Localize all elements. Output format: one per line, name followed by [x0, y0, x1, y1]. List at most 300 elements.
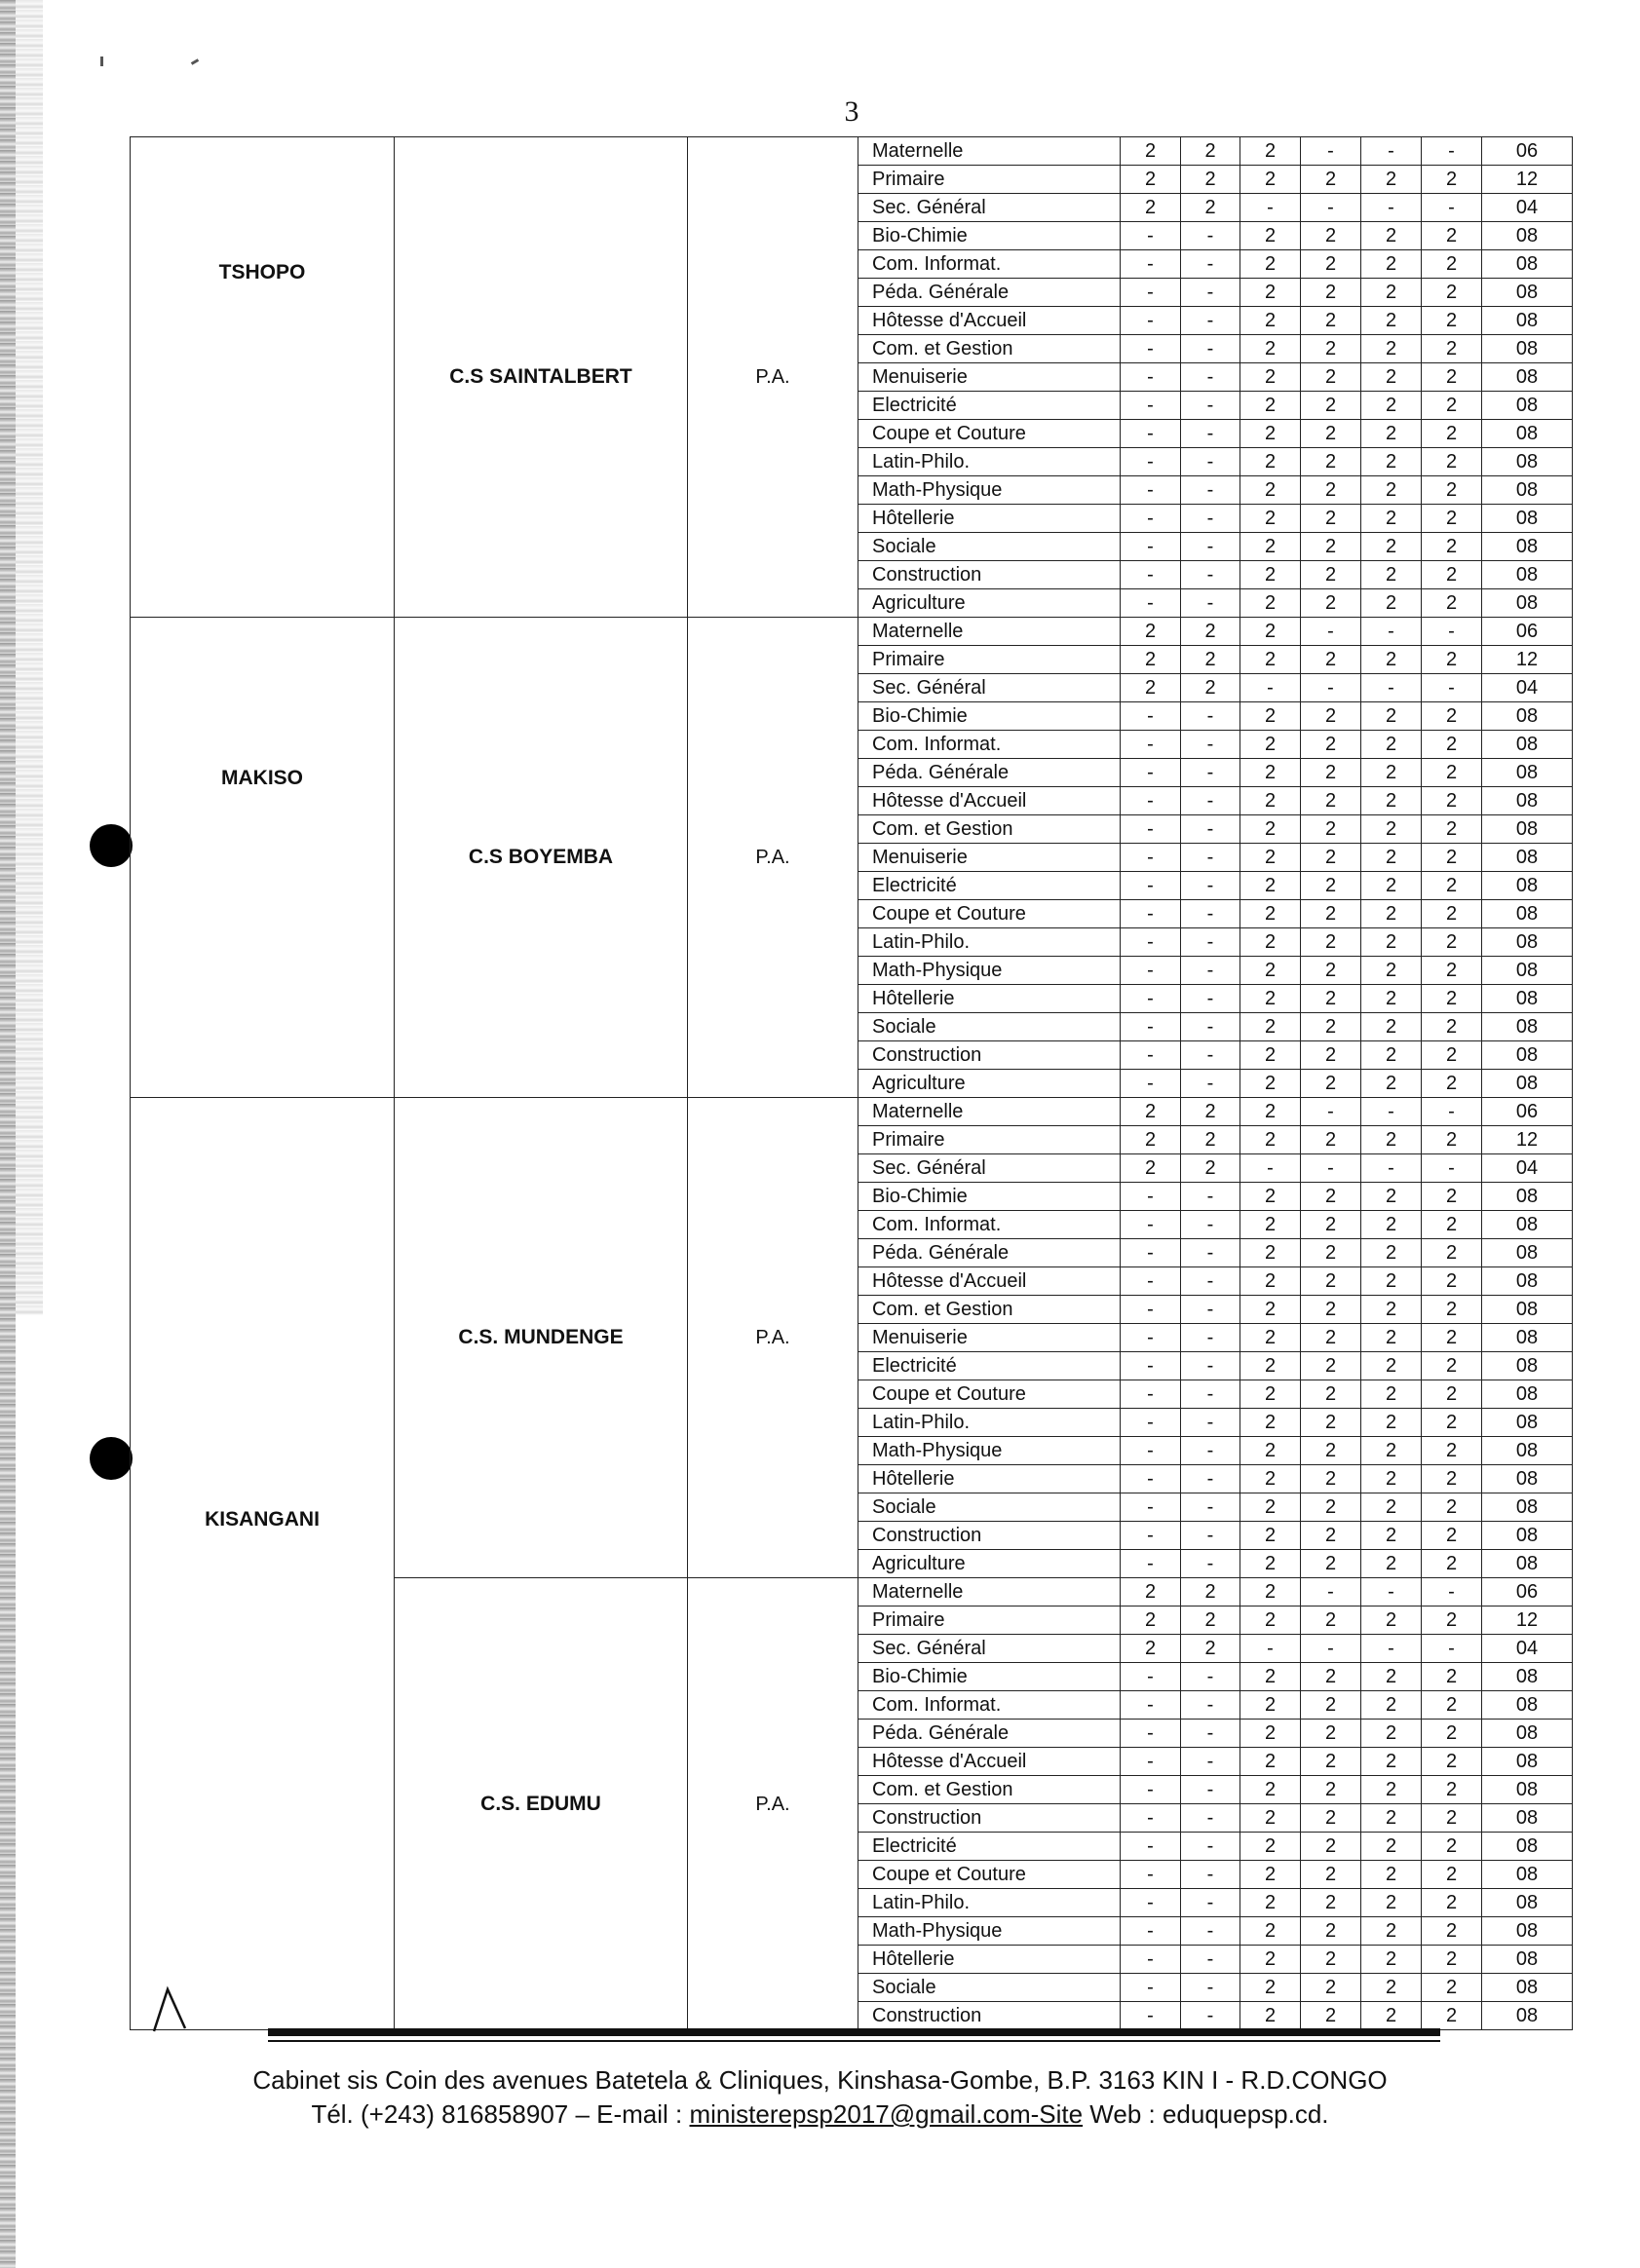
footer-address: Cabinet sis Coin des avenues Batetela & Cliniques, Kinshasa-Gombe, B.P. 3163 KIN I - R.D.CONGO	[252, 2065, 1388, 2095]
class-count-cell: -	[1422, 618, 1482, 646]
class-count-cell: -	[1361, 137, 1422, 166]
class-count-cell: -	[1240, 1635, 1301, 1663]
class-count-cell: -	[1121, 844, 1181, 872]
class-count-cell: 2	[1361, 1267, 1422, 1296]
class-count-cell: -	[1121, 815, 1181, 844]
class-count-cell: -	[1121, 1720, 1181, 1748]
class-count-cell: 2	[1240, 1211, 1301, 1239]
class-count-cell: 2	[1240, 561, 1301, 589]
class-count-cell: 2	[1361, 392, 1422, 420]
class-count-cell: 2	[1121, 137, 1181, 166]
class-count-cell: 2	[1361, 1522, 1422, 1550]
class-count-cell: 2	[1301, 1324, 1361, 1352]
class-count-cell: 2	[1240, 137, 1301, 166]
total-cell: 04	[1482, 1154, 1573, 1183]
class-count-cell: 2	[1240, 646, 1301, 674]
class-count-cell: 2	[1240, 1889, 1301, 1917]
class-count-cell: -	[1181, 1748, 1240, 1776]
total-cell: 08	[1482, 1296, 1573, 1324]
class-count-cell: 2	[1121, 194, 1181, 222]
class-count-cell: 2	[1240, 1126, 1301, 1154]
total-cell: 08	[1482, 1352, 1573, 1380]
class-count-cell: -	[1181, 957, 1240, 985]
class-count-cell: -	[1301, 1098, 1361, 1126]
class-count-cell: 2	[1240, 1070, 1301, 1098]
class-count-cell: 2	[1422, 533, 1482, 561]
class-count-cell: 2	[1422, 1493, 1482, 1522]
class-count-cell: 2	[1422, 1296, 1482, 1324]
class-count-cell: 2	[1361, 1239, 1422, 1267]
class-count-cell: 2	[1301, 1183, 1361, 1211]
class-count-cell: -	[1121, 1748, 1181, 1776]
class-count-cell: 2	[1422, 1465, 1482, 1493]
class-count-cell: 2	[1240, 392, 1301, 420]
option-name-cell: Latin-Philo.	[858, 448, 1121, 476]
class-count-cell: 2	[1301, 1126, 1361, 1154]
footer-web: Web : eduquepsp.cd.	[1083, 2099, 1329, 2129]
class-count-cell: 2	[1422, 844, 1482, 872]
class-count-cell: 2	[1422, 420, 1482, 448]
class-count-cell: 2	[1301, 1889, 1361, 1917]
class-count-cell: -	[1181, 787, 1240, 815]
total-cell: 08	[1482, 957, 1573, 985]
class-count-cell: -	[1121, 1070, 1181, 1098]
class-count-cell: 2	[1240, 1578, 1301, 1606]
class-count-cell: 2	[1361, 815, 1422, 844]
total-cell: 08	[1482, 1070, 1573, 1098]
total-cell: 08	[1482, 1522, 1573, 1550]
class-count-cell: -	[1121, 957, 1181, 985]
class-count-cell: 2	[1301, 561, 1361, 589]
class-count-cell: -	[1181, 392, 1240, 420]
option-name-cell: Péda. Générale	[858, 279, 1121, 307]
class-count-cell: 2	[1361, 1380, 1422, 1409]
class-count-cell: 2	[1361, 928, 1422, 957]
class-count-cell: 2	[1301, 1833, 1361, 1861]
total-cell: 08	[1482, 250, 1573, 279]
class-count-cell: 2	[1181, 674, 1240, 702]
class-count-cell: 2	[1422, 1748, 1482, 1776]
total-cell: 06	[1482, 1578, 1573, 1606]
class-count-cell: 2	[1361, 505, 1422, 533]
class-count-cell: 2	[1240, 787, 1301, 815]
total-cell: 08	[1482, 1748, 1573, 1776]
class-count-cell: -	[1181, 1946, 1240, 1974]
class-count-cell: 2	[1240, 731, 1301, 759]
class-count-cell: 2	[1301, 1267, 1361, 1296]
class-count-cell: 2	[1361, 363, 1422, 392]
class-count-cell: 2	[1422, 1974, 1482, 2002]
class-count-cell: 2	[1240, 928, 1301, 957]
total-cell: 08	[1482, 1493, 1573, 1522]
option-name-cell: Sociale	[858, 1493, 1121, 1522]
class-count-cell: 2	[1361, 166, 1422, 194]
class-count-cell: 2	[1240, 1324, 1301, 1352]
class-count-cell: -	[1121, 1974, 1181, 2002]
class-count-cell: -	[1181, 2002, 1240, 2030]
class-count-cell: -	[1121, 392, 1181, 420]
total-cell: 08	[1482, 985, 1573, 1013]
class-count-cell: -	[1121, 702, 1181, 731]
class-count-cell: -	[1181, 1267, 1240, 1296]
class-count-cell: 2	[1361, 1437, 1422, 1465]
class-count-cell: -	[1121, 1211, 1181, 1239]
class-count-cell: -	[1181, 448, 1240, 476]
class-count-cell: -	[1121, 1522, 1181, 1550]
class-count-cell: 2	[1422, 1663, 1482, 1691]
class-count-cell: 2	[1181, 1154, 1240, 1183]
class-count-cell: 2	[1240, 589, 1301, 618]
class-count-cell: 2	[1240, 872, 1301, 900]
class-count-cell: 2	[1121, 674, 1181, 702]
class-count-cell: 2	[1361, 1917, 1422, 1946]
class-count-cell: 2	[1422, 1522, 1482, 1550]
class-count-cell: -	[1181, 1833, 1240, 1861]
class-count-cell: 2	[1240, 335, 1301, 363]
class-count-cell: -	[1121, 279, 1181, 307]
class-count-cell: 2	[1361, 1465, 1422, 1493]
class-count-cell: 2	[1422, 787, 1482, 815]
option-name-cell: Com. et Gestion	[858, 1296, 1121, 1324]
total-cell: 08	[1482, 702, 1573, 731]
class-count-cell: 2	[1240, 1493, 1301, 1522]
class-count-cell: 2	[1240, 1296, 1301, 1324]
class-count-cell: 2	[1240, 759, 1301, 787]
class-count-cell: 2	[1361, 787, 1422, 815]
class-count-cell: -	[1181, 1324, 1240, 1352]
class-count-cell: -	[1301, 1154, 1361, 1183]
class-count-cell: 2	[1361, 1126, 1422, 1154]
class-count-cell: 2	[1361, 335, 1422, 363]
option-name-cell: Primaire	[858, 1606, 1121, 1635]
class-count-cell: 2	[1301, 420, 1361, 448]
option-name-cell: Hôtesse d'Accueil	[858, 1267, 1121, 1296]
option-name-cell: Hôtesse d'Accueil	[858, 307, 1121, 335]
class-count-cell: -	[1181, 928, 1240, 957]
option-name-cell: Sec. Général	[858, 1154, 1121, 1183]
class-count-cell: -	[1181, 1522, 1240, 1550]
class-count-cell: 2	[1422, 222, 1482, 250]
option-name-cell: Construction	[858, 2002, 1121, 2030]
option-name-cell: Maternelle	[858, 1578, 1121, 1606]
class-count-cell: -	[1121, 872, 1181, 900]
class-count-cell: 2	[1361, 1720, 1422, 1748]
province-cell: MAKISO	[131, 618, 395, 1098]
class-count-cell: 2	[1361, 1889, 1422, 1917]
class-count-cell: -	[1121, 1296, 1181, 1324]
class-count-cell: 2	[1301, 1522, 1361, 1550]
class-count-cell: 2	[1361, 448, 1422, 476]
total-cell: 08	[1482, 900, 1573, 928]
class-count-cell: -	[1121, 2002, 1181, 2030]
class-count-cell: -	[1181, 1211, 1240, 1239]
option-name-cell: Hôtellerie	[858, 985, 1121, 1013]
class-count-cell: -	[1301, 194, 1361, 222]
class-count-cell: 2	[1240, 476, 1301, 505]
school-cell: C.S BOYEMBA	[395, 618, 688, 1098]
class-count-cell: 2	[1240, 420, 1301, 448]
class-count-cell: -	[1121, 1691, 1181, 1720]
class-count-cell: 2	[1301, 533, 1361, 561]
total-cell: 04	[1482, 194, 1573, 222]
option-name-cell: Primaire	[858, 166, 1121, 194]
option-name-cell: Péda. Générale	[858, 759, 1121, 787]
total-cell: 08	[1482, 1691, 1573, 1720]
class-count-cell: 2	[1361, 589, 1422, 618]
class-count-cell: 2	[1422, 900, 1482, 928]
class-count-cell: 2	[1240, 1917, 1301, 1946]
total-cell: 08	[1482, 815, 1573, 844]
class-count-cell: 2	[1422, 1606, 1482, 1635]
option-name-cell: Hôtellerie	[858, 1946, 1121, 1974]
class-count-cell: 2	[1240, 448, 1301, 476]
class-count-cell: 2	[1240, 1041, 1301, 1070]
class-count-cell: 2	[1422, 1211, 1482, 1239]
class-count-cell: 2	[1361, 420, 1422, 448]
class-count-cell: 2	[1422, 957, 1482, 985]
class-count-cell: 2	[1301, 1437, 1361, 1465]
class-count-cell: 2	[1301, 307, 1361, 335]
class-count-cell: -	[1181, 1691, 1240, 1720]
class-count-cell: -	[1181, 1663, 1240, 1691]
class-count-cell: -	[1422, 1635, 1482, 1663]
class-count-cell: -	[1181, 307, 1240, 335]
class-count-cell: -	[1121, 222, 1181, 250]
class-count-cell: 2	[1422, 1833, 1482, 1861]
total-cell: 08	[1482, 1974, 1573, 2002]
class-count-cell: 2	[1422, 561, 1482, 589]
class-count-cell: -	[1181, 900, 1240, 928]
class-count-cell: 2	[1301, 1974, 1361, 2002]
class-count-cell: 2	[1301, 844, 1361, 872]
class-count-cell: 2	[1361, 1070, 1422, 1098]
option-name-cell: Coupe et Couture	[858, 1861, 1121, 1889]
option-name-cell: Menuiserie	[858, 363, 1121, 392]
class-count-cell: 2	[1422, 731, 1482, 759]
class-count-cell: 2	[1422, 505, 1482, 533]
class-count-cell: 2	[1361, 1041, 1422, 1070]
class-count-cell: 2	[1422, 1267, 1482, 1296]
option-name-cell: Math-Physique	[858, 1917, 1121, 1946]
class-count-cell: 2	[1240, 1691, 1301, 1720]
class-count-cell: -	[1121, 533, 1181, 561]
total-cell: 08	[1482, 1833, 1573, 1861]
total-cell: 08	[1482, 448, 1573, 476]
option-name-cell: Sociale	[858, 1013, 1121, 1041]
class-count-cell: 2	[1301, 1691, 1361, 1720]
footer-rule	[268, 2040, 1440, 2042]
scan-edge-artifact	[16, 0, 43, 1315]
class-count-cell: 2	[1361, 561, 1422, 589]
class-count-cell: 2	[1240, 222, 1301, 250]
option-name-cell: Agriculture	[858, 589, 1121, 618]
class-count-cell: -	[1121, 787, 1181, 815]
scan-mark	[100, 57, 103, 66]
option-name-cell: Péda. Générale	[858, 1720, 1121, 1748]
total-cell: 08	[1482, 392, 1573, 420]
class-count-cell: 2	[1361, 1211, 1422, 1239]
class-count-cell: 2	[1301, 1013, 1361, 1041]
class-count-cell: 2	[1240, 250, 1301, 279]
class-count-cell: 2	[1422, 646, 1482, 674]
class-count-cell: 2	[1240, 505, 1301, 533]
option-name-cell: Latin-Philo.	[858, 1889, 1121, 1917]
total-cell: 08	[1482, 1239, 1573, 1267]
class-count-cell: 2	[1240, 985, 1301, 1013]
total-cell: 08	[1482, 1663, 1573, 1691]
table-row	[131, 137, 1573, 166]
class-count-cell: -	[1240, 674, 1301, 702]
class-count-cell: -	[1361, 674, 1422, 702]
class-count-cell: -	[1121, 1437, 1181, 1465]
class-count-cell: 2	[1422, 1183, 1482, 1211]
class-count-cell: -	[1121, 900, 1181, 928]
class-count-cell: 2	[1301, 702, 1361, 731]
total-cell: 08	[1482, 1776, 1573, 1804]
page-number: 3	[844, 95, 859, 128]
total-cell: 08	[1482, 872, 1573, 900]
footer-email[interactable]: ministerepsp2017@gmail.com-Site	[689, 2099, 1084, 2129]
class-count-cell: 2	[1422, 1720, 1482, 1748]
class-count-cell: 2	[1121, 1606, 1181, 1635]
class-count-cell: 2	[1181, 618, 1240, 646]
class-count-cell: 2	[1301, 1352, 1361, 1380]
class-count-cell: 2	[1422, 1776, 1482, 1804]
total-cell: 08	[1482, 1804, 1573, 1833]
option-name-cell: Maternelle	[858, 137, 1121, 166]
class-count-cell: 2	[1422, 392, 1482, 420]
class-count-cell: 2	[1301, 2002, 1361, 2030]
class-count-cell: 2	[1240, 1833, 1301, 1861]
class-count-cell: -	[1361, 618, 1422, 646]
class-count-cell: -	[1301, 137, 1361, 166]
class-count-cell: -	[1181, 363, 1240, 392]
province-cell: TSHOPO	[131, 137, 395, 618]
class-count-cell: 2	[1361, 1946, 1422, 1974]
class-count-cell: 2	[1301, 505, 1361, 533]
class-count-cell: -	[1121, 1946, 1181, 1974]
class-count-cell: 2	[1181, 1578, 1240, 1606]
class-count-cell: 2	[1361, 1861, 1422, 1889]
total-cell: 08	[1482, 1409, 1573, 1437]
option-name-cell: Com. Informat.	[858, 1211, 1121, 1239]
class-count-cell: -	[1121, 759, 1181, 787]
total-cell: 08	[1482, 1720, 1573, 1748]
class-count-cell: 2	[1361, 1663, 1422, 1691]
class-count-cell: 2	[1240, 1098, 1301, 1126]
class-count-cell: 2	[1422, 928, 1482, 957]
class-count-cell: 2	[1361, 222, 1422, 250]
class-count-cell: 2	[1301, 1748, 1361, 1776]
class-count-cell: -	[1181, 844, 1240, 872]
class-count-cell: 2	[1361, 1974, 1422, 2002]
punch-hole	[90, 1437, 133, 1480]
option-name-cell: Construction	[858, 561, 1121, 589]
option-name-cell: Math-Physique	[858, 957, 1121, 985]
class-count-cell: -	[1422, 1154, 1482, 1183]
class-count-cell: 2	[1361, 1183, 1422, 1211]
class-count-cell: 2	[1361, 2002, 1422, 2030]
total-cell: 12	[1482, 166, 1573, 194]
option-name-cell: Menuiserie	[858, 844, 1121, 872]
class-count-cell: -	[1121, 1267, 1181, 1296]
class-count-cell: 2	[1301, 250, 1361, 279]
class-count-cell: 2	[1422, 1889, 1482, 1917]
total-cell: 08	[1482, 363, 1573, 392]
class-count-cell: -	[1121, 1861, 1181, 1889]
class-count-cell: 2	[1240, 1606, 1301, 1635]
option-name-cell: Agriculture	[858, 1550, 1121, 1578]
class-count-cell: -	[1121, 1550, 1181, 1578]
total-cell: 04	[1482, 674, 1573, 702]
class-count-cell: 2	[1301, 166, 1361, 194]
class-count-cell: 2	[1240, 1267, 1301, 1296]
class-count-cell: -	[1361, 194, 1422, 222]
total-cell: 08	[1482, 787, 1573, 815]
class-count-cell: 2	[1301, 335, 1361, 363]
total-cell: 08	[1482, 1861, 1573, 1889]
class-count-cell: -	[1121, 1804, 1181, 1833]
class-count-cell: 2	[1301, 1946, 1361, 1974]
class-count-cell: -	[1181, 759, 1240, 787]
class-count-cell: -	[1301, 1635, 1361, 1663]
class-count-cell: 2	[1301, 476, 1361, 505]
class-count-cell: 2	[1240, 618, 1301, 646]
class-count-cell: -	[1121, 561, 1181, 589]
class-count-cell: -	[1422, 1578, 1482, 1606]
class-count-cell: 2	[1361, 279, 1422, 307]
class-count-cell: -	[1181, 1861, 1240, 1889]
class-count-cell: 2	[1301, 279, 1361, 307]
option-name-cell: Maternelle	[858, 618, 1121, 646]
class-count-cell: -	[1301, 674, 1361, 702]
class-count-cell: 2	[1361, 759, 1422, 787]
class-count-cell: 2	[1181, 194, 1240, 222]
option-name-cell: Electricité	[858, 392, 1121, 420]
class-count-cell: -	[1181, 589, 1240, 618]
total-cell: 08	[1482, 1550, 1573, 1578]
class-count-cell: 2	[1121, 1578, 1181, 1606]
class-count-cell: -	[1422, 1098, 1482, 1126]
class-count-cell: -	[1361, 1635, 1422, 1663]
class-count-cell: 2	[1301, 815, 1361, 844]
class-count-cell: 2	[1240, 533, 1301, 561]
option-name-cell: Hôtellerie	[858, 1465, 1121, 1493]
class-count-cell: -	[1422, 194, 1482, 222]
class-count-cell: 2	[1361, 1550, 1422, 1578]
option-name-cell: Coupe et Couture	[858, 900, 1121, 928]
total-cell: 12	[1482, 1606, 1573, 1635]
class-count-cell: 2	[1361, 1296, 1422, 1324]
class-count-cell: 2	[1361, 1409, 1422, 1437]
class-count-cell: 2	[1240, 1352, 1301, 1380]
option-name-cell: Com. et Gestion	[858, 335, 1121, 363]
class-count-cell: -	[1181, 561, 1240, 589]
class-count-cell: 2	[1121, 1635, 1181, 1663]
class-count-cell: -	[1181, 1041, 1240, 1070]
class-count-cell: -	[1121, 731, 1181, 759]
total-cell: 08	[1482, 1917, 1573, 1946]
class-count-cell: 2	[1240, 1974, 1301, 2002]
class-count-cell: -	[1181, 279, 1240, 307]
class-count-cell: -	[1181, 1804, 1240, 1833]
total-cell: 08	[1482, 1946, 1573, 1974]
footer-tel: Tél. (+243) 816858907 – E-mail :	[311, 2099, 690, 2129]
regime-cell: P.A.	[688, 137, 858, 618]
class-count-cell: -	[1181, 533, 1240, 561]
total-cell: 08	[1482, 1437, 1573, 1465]
class-count-cell: -	[1181, 815, 1240, 844]
